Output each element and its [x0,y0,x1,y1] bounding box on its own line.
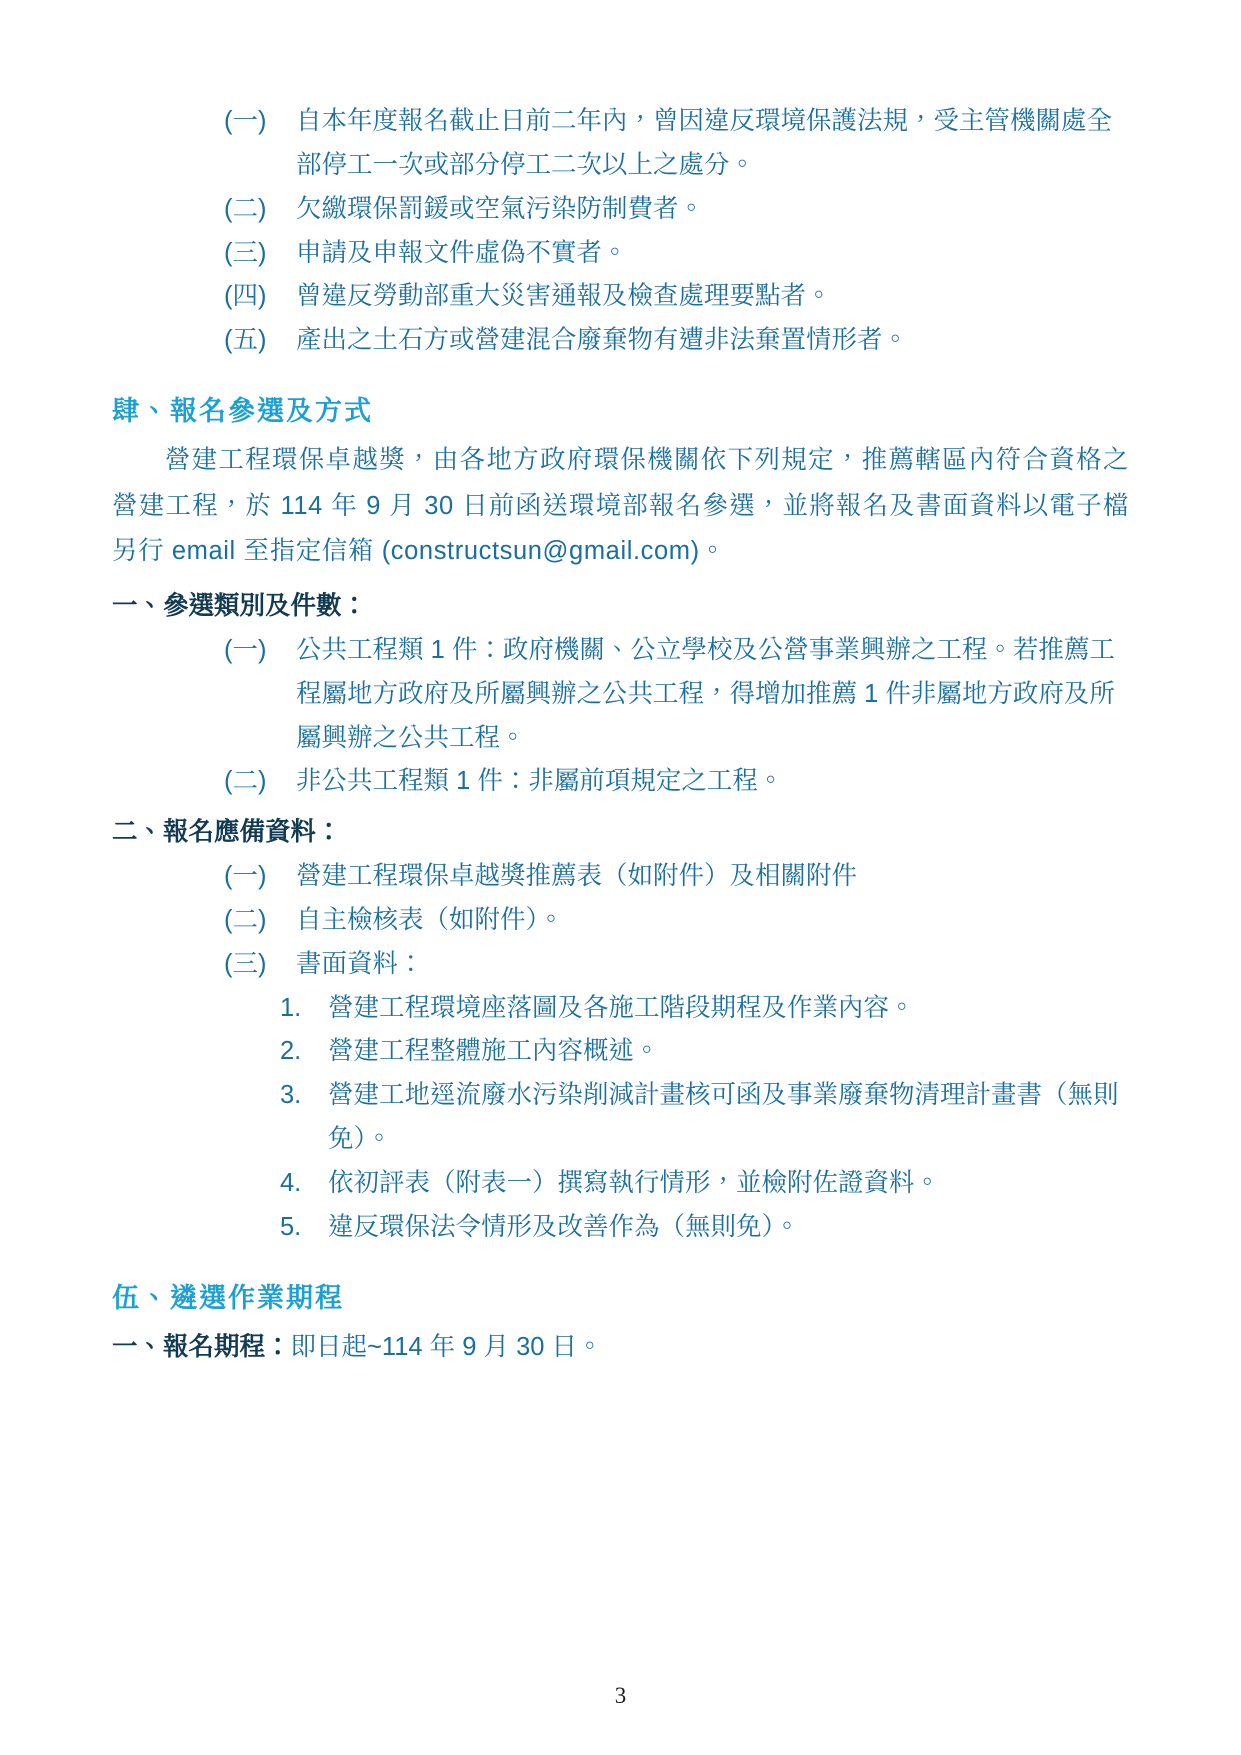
subsection-marker: 一、 [112,592,164,621]
list-text: 產出之土石方或營建混合廢棄物有遭非法棄置情形者。 [296,326,909,355]
list-text: 營建工程環保卓越獎推薦表（如附件）及相關附件 [296,861,858,890]
list-marker: (一) [224,107,267,135]
list-item [224,943,1129,987]
list-marker: 1. [280,993,302,1022]
written-item [280,1030,1129,1074]
list-text: 自本年度報名截止日前二年內，曾因違反環境保護法規，受主管機關處全部停工一次或部分停工二次以上之處分。 [296,107,1113,179]
list-marker: 5. [280,1212,302,1241]
list-text: 欠繳環保罰鍰或空氣污染防制費者。 [296,194,705,223]
list-marker: (二) [224,905,267,934]
list-item [224,629,1129,761]
list-item [224,319,1129,363]
list-marker: 3. [280,1081,302,1110]
list-item [224,275,1129,319]
subsection-2-heading [112,810,1129,855]
list-text: 曾違反勞動部重大災害通報及檢查處理要點者。 [296,282,832,311]
paragraph-text: 營建工程環保卓越獎，由各地方政府環保機關依下列規定，推薦轄區內符合資格之營建工程，於 114 年 9 月 30 日前函送環境部報名參選，並將報名及書面資料以電子檔另行 email 至指定信箱 (constructsun@gmail.com)。 [112,446,1129,565]
category-list [112,629,1129,804]
schedule-item [112,1325,1129,1370]
subsection-1-heading [112,584,1129,629]
written-item [280,987,1129,1031]
list-marker: (一) [224,635,267,664]
written-item [280,1074,1129,1162]
subsection-title: 參選類別及件數： [163,592,368,621]
list-marker: (一) [224,861,267,890]
list-marker: (二) [224,194,267,223]
list-item [224,232,1129,276]
section-heading-5: 伍、遴選作業期程 [112,1282,344,1313]
list-text: 違反環保法令情形及改善作為（無則免）。 [328,1212,800,1241]
list-text: 書面資料： [296,949,424,978]
list-item [224,855,1129,899]
list-marker: (二) [224,767,267,796]
subsection-marker: 二、 [112,818,164,847]
section-4-paragraph [112,438,1129,574]
intro-list [112,100,1129,363]
list-marker: (五) [224,326,267,355]
list-item [224,760,1129,804]
list-text: 非公共工程類 1 件：非屬前項規定之工程。 [296,767,784,796]
list-text: 營建工程整體施工內容概述。 [328,1037,660,1066]
subsection-marker: 一、 [112,1332,164,1361]
page-number: 3 [614,1683,627,1708]
list-marker: (四) [224,282,267,311]
list-text: 依初評表（附表一）撰寫執行情形，並檢附佐證資料。 [328,1168,941,1197]
list-text: 營建工地逕流廢水污染削減計畫核可函及事業廢棄物清理計畫書（無則免）。 [328,1081,1119,1154]
list-item [224,100,1129,188]
list-text: 自主檢核表（如附件）。 [296,905,564,934]
section-heading-4: 肆、報名參選及方式 [112,396,373,427]
list-marker: 4. [280,1168,302,1197]
required-materials-list [112,855,1129,1250]
list-marker: 2. [280,1037,302,1066]
subsection-title: 報名應備資料： [163,818,342,847]
list-item [224,899,1129,943]
written-item [280,1206,1129,1250]
list-text: 營建工程環境座落圖及各施工階段期程及作業內容。 [328,993,915,1022]
subsection-title [163,1325,1129,1370]
schedule-value: 即日起~114 年 9 月 30 日。 [290,1332,603,1361]
list-marker: (三) [224,949,267,978]
list-item [224,188,1129,232]
list-text: 公共工程類 1 件：政府機關、公立學校及公營事業興辦之工程。若推薦工程屬地方政府及所屬興辦之公共工程，得增加推薦 1 件非屬地方政府及所屬興辦之公共工程。 [296,635,1115,752]
schedule-label: 報名期程： [163,1332,291,1361]
list-marker: (三) [224,238,267,267]
written-item [280,1162,1129,1206]
list-text: 申請及申報文件虛偽不實者。 [296,238,628,267]
